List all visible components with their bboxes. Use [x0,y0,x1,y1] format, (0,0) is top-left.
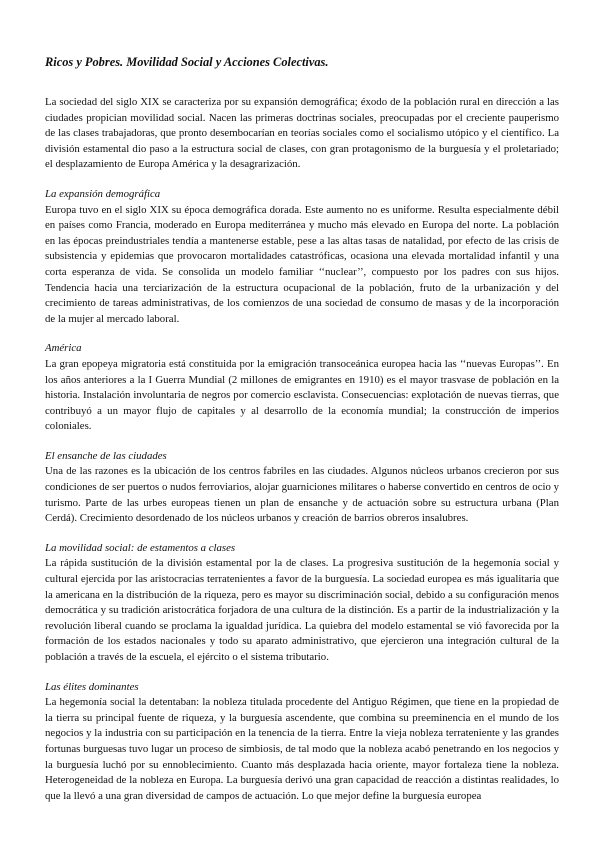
section-body: La gran epopeya migratoria está constituida por la emigración transoceánica europea hacia las ‘‘nuevas Europas’’. En los años anteriores a la I Guerra Mundial (2 millones de emigrantes en 1910) es el mayor trasvase de población en la historia. Instalación involuntaria de negros por comercio esclavista. Consecuencias: explotación de nuevas tierras, que contribuyó a un mayor flujo de capitales y al desarrollo de la economía mundial; la construcción de imperios coloniales. [45,357,559,433]
section-heading: La expansión demográfica [45,187,161,200]
section-ensanche-ciudades [45,449,559,527]
section-heading: Las élites dominantes [45,680,139,693]
section-heading: El ensanche de las ciudades [45,449,167,462]
section-elites-dominantes [45,680,559,805]
section-heading: La movilidad social: de estamentos a clases [45,541,236,554]
section-america [45,341,559,435]
intro-paragraph: La sociedad del siglo XIX se caracteriza por su expansión demográfica; éxodo de la población rural en dirección a las ciudades propician movilidad social. Nacen las primeras doctrinas sociales, preocupadas por el creciente pauperismo de las clases trabajadoras, que pronto desembocarían en teorías sociales como el socialismo utópico y el científico. La división estamental dio paso a la estructura social de clases, con gran protagonismo de la burguesía y el proletariado; el desplazamiento de Europa América y la desagrarización. [45,96,559,171]
section-body: Una de las razones es la ubicación de los centros fabriles en las ciudades. Algunos núcleos urbanos crecieron por sus condiciones de ser puertos o nudos ferroviarios, alojar guarniciones militares o haberse convertido en centros de ocio y turismo. Parte de las urbes europeas tienen un plan de ensanche y de actuación sobre su estructura urbana (Plan Cerdá). Crecimiento desordenado de los núcleos urbanos y creación de barrios obreros insalubres. [45,465,559,525]
document-page [45,54,559,804]
section-body: La hegemonía social la detentaban: la nobleza titulada procedente del Antiguo Régimen, que tiene en la propiedad de la tierra su principal fuente de riqueza, y la burguesía ascendente, que combina su preeminencia en el mundo de los negocios y la industria con su participación en la tenencia de la tierra. Entre la vieja nobleza terrateniente y las grandes fortunas burguesas tuvo lugar un proceso de simbiosis, de tal modo que la nobleza acabó penetrando en los negocios y la burguesía luchó por su ennoblecimiento. Cuanto más desplazada hacia oriente, mayor fortaleza tiene la nobleza. Heterogeneidad de la nobleza en Europa. La burguesía derivó una gran capacidad de reacción a distintas realidades, lo que la llevó a una gran diversidad de campos de actuación. Lo que mejor define la burguesía europea [45,696,559,802]
section-body: Europa tuvo en el siglo XIX su época demográfica dorada. Este aumento no es uniforme. Resulta especialmente débil en países como Francia, moderado en Europa mediterránea y mucho más elevado en Europa del norte. La población en las épocas preindustriales tendía a mantenerse estable, pese a las altas tasas de natalidad, por efecto de las crisis de subsistencia y epidemias que provocaron mortalidades catastróficas, ocasiona una elevada mortalidad infantil y una corta esperanza de vida. Se consolida un modelo familiar ‘‘nuclear’’, compuesto por los padres con sus hijos. Tendencia hacia una terciarización de la estructura ocupacional de la población, fruto de la urbanización y del crecimiento de tareas administrativas, de los comienzos de una sociedad de consumo de masas y de la incorporación de la mujer al mercado laboral. [45,203,559,325]
document-title: Ricos y Pobres. Movilidad Social y Acciones Colectivas. [45,55,329,69]
section-expansion-demografica [45,187,559,327]
section-body: La rápida sustitución de la división estamental por la de clases. La progresiva sustitución de la hegemonía social y cultural ejercida por las aristocracias terratenientes a favor de la burguesía. La sociedad europea es más igualitaria que la americana en la distribución de la riqueza, pero es mayor su discriminación social, debido a su configuración menos democrática y su tradición aristocrática forjadora de una cultura de la distinción. Es a partir de la industrialización y la revolución liberal cuando se proclama la igualdad jurídica. La quiebra del modelo estamental se vió favorecida por la formación de los estados nacionales y todo su aparato administrativo, que ejercieron una integración cultural de la población a través de la escuela, el ejército o el sistema tributario. [45,557,559,663]
section-movilidad-social [45,541,559,666]
section-heading: América [45,342,82,355]
